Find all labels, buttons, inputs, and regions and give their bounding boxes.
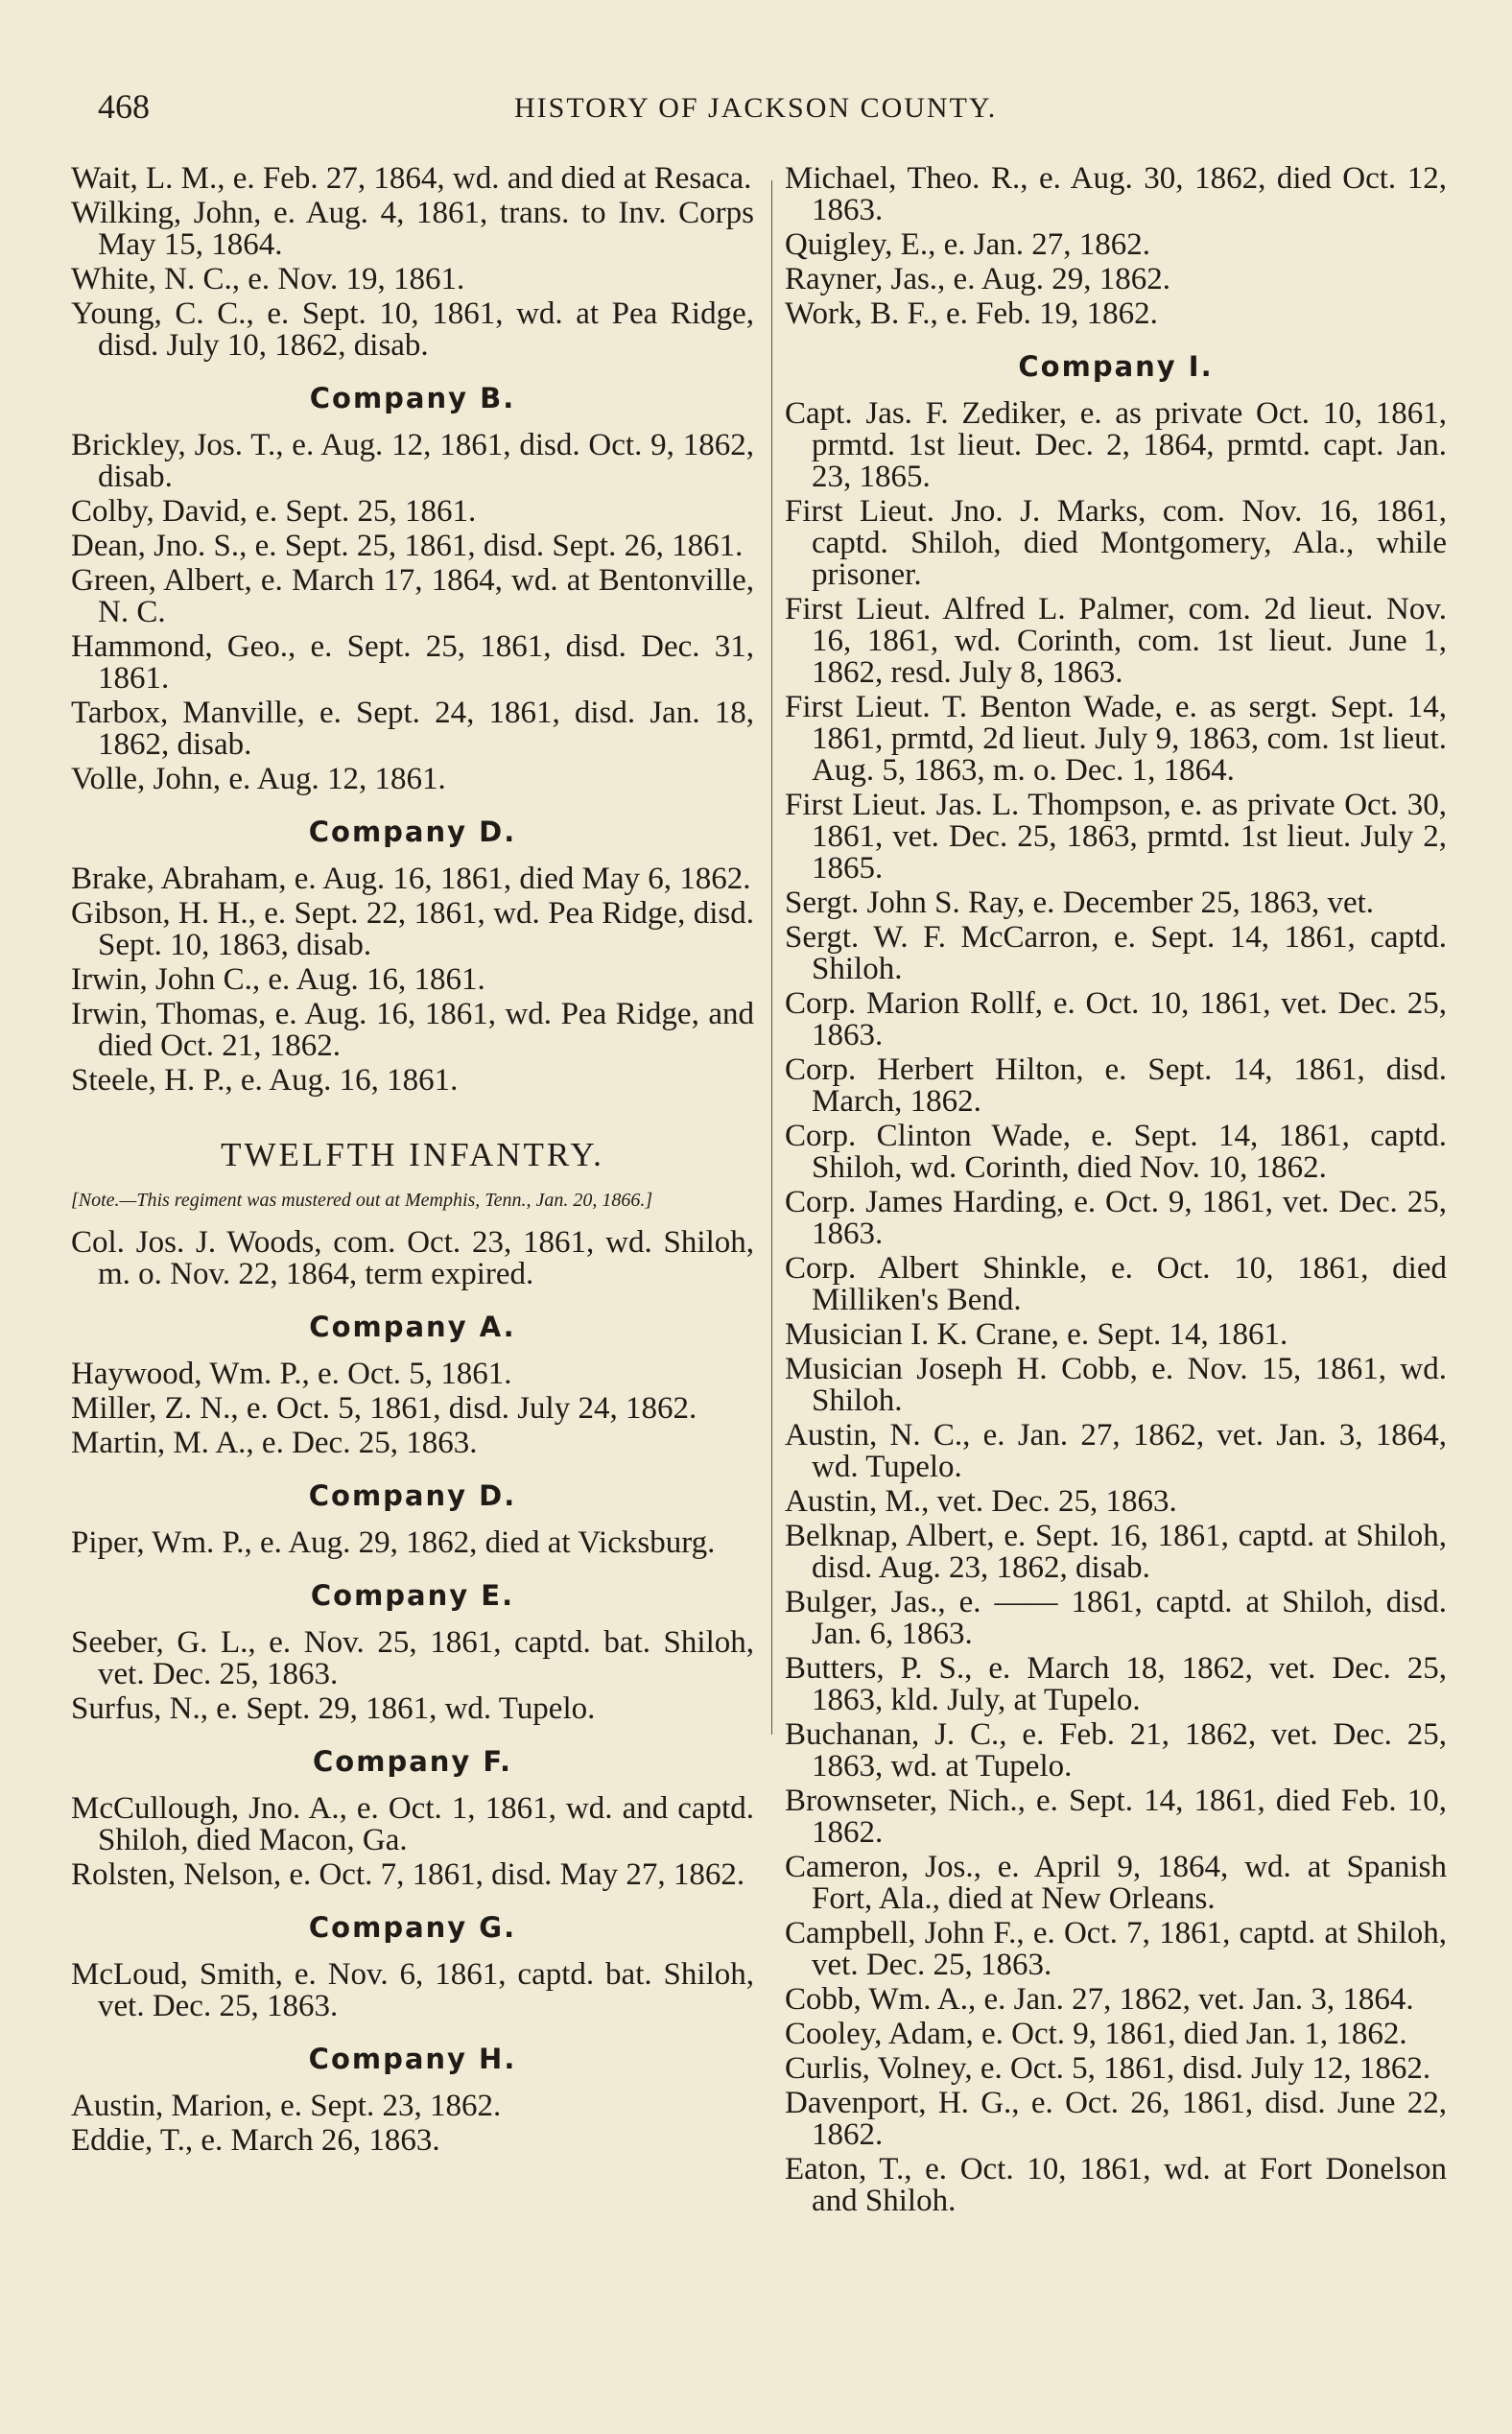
roster-entry: Michael, Theo. R., e. Aug. 30, 1862, died Oct. 12, 1863. [785, 161, 1447, 227]
roster-entry: Colby, David, e. Sept. 25, 1861. [71, 494, 477, 529]
company-heading: Company D. [308, 1479, 517, 1512]
regiment-heading: TWELFTH INFANTRY. [221, 1136, 604, 1173]
roster-entry: Brownseter, Nich., e. Sept. 14, 1861, died Feb. 10, 1862. [785, 1784, 1447, 1850]
roster-entry: Rolsten, Nelson, e. Oct. 7, 1861, disd. May 27, 1862. [71, 1857, 745, 1892]
roster-entry: Bulger, Jas., e. —— 1861, captd. at Shiloh, disd. Jan. 6, 1863. [785, 1585, 1447, 1651]
roster-entry: Austin, Marion, e. Sept. 23, 1862. [71, 2089, 502, 2123]
roster-entry: Musician I. K. Crane, e. Sept. 14, 1861. [785, 1317, 1288, 1352]
left-column [71, 163, 754, 2160]
roster-entry: Davenport, H. G., e. Oct. 26, 1861, disd. June 22, 1862. [785, 2086, 1447, 2152]
roster-entry: Capt. Jas. F. Zediker, e. as private Oct. 10, 1861, prmtd. 1st lieut. Dec. 2, 1864, prmtd. capt. Jan. 23, 1865. [785, 396, 1447, 494]
roster-entry: First Lieut. Jno. J. Marks, com. Nov. 16, 1861, captd. Shiloh, died Montgomery, Ala., while prisoner. [785, 494, 1447, 592]
roster-entry: Dean, Jno. S., e. Sept. 25, 1861, disd. Sept. 26, 1861. [71, 529, 744, 563]
roster-entry: First Lieut. Jas. L. Thompson, e. as private Oct. 30, 1861, vet. Dec. 25, 1863, prmtd. 1st lieut. July 2, 1865. [785, 788, 1447, 886]
roster-entry: First Lieut. T. Benton Wade, e. as sergt. Sept. 14, 1861, prmtd, 2d lieut. July 9, 1863, com. 1st lieut. Aug. 5, 1863, m. o. Dec. 1, 1864. [785, 690, 1447, 788]
roster-entry: Brake, Abraham, e. Aug. 16, 1861, died May 6, 1862. [71, 862, 751, 896]
roster-entry: Col. Jos. J. Woods, com. Oct. 23, 1861, wd. Shiloh, m. o. Nov. 22, 1864, term expired. [71, 1225, 754, 1291]
roster-entry: Cobb, Wm. A., e. Jan. 27, 1862, vet. Jan. 3, 1864. [785, 1982, 1414, 2017]
roster-entry: Miller, Z. N., e. Oct. 5, 1861, disd. July 24, 1862. [71, 1391, 697, 1426]
roster-entry: Cameron, Jos., e. April 9, 1864, wd. at Spanish Fort, Ala., died at New Orleans. [785, 1850, 1447, 1916]
roster-entry: Seeber, G. L., e. Nov. 25, 1861, captd. bat. Shiloh, vet. Dec. 25, 1863. [71, 1625, 754, 1691]
roster-entry: Corp. Herbert Hilton, e. Sept. 14, 1861, disd. March, 1862. [785, 1052, 1447, 1119]
right-column [785, 163, 1447, 2220]
roster-entry: Musician Joseph H. Cobb, e. Nov. 15, 1861, wd. Shiloh. [785, 1352, 1447, 1418]
roster-entry: Eddie, T., e. March 26, 1863. [71, 2123, 440, 2158]
roster-entry: Haywood, Wm. P., e. Oct. 5, 1861. [71, 1357, 512, 1391]
roster-entry: Quigley, E., e. Jan. 27, 1862. [785, 227, 1150, 262]
roster-entry: Tarbox, Manville, e. Sept. 24, 1861, disd. Jan. 18, 1862, disab. [71, 696, 754, 762]
company-heading: Company I. [1018, 350, 1214, 383]
roster-entry: McLoud, Smith, e. Nov. 6, 1861, captd. bat. Shiloh, vet. Dec. 25, 1863. [71, 1957, 754, 2023]
roster-entry: First Lieut. Alfred L. Palmer, com. 2d lieut. Nov. 16, 1861, wd. Corinth, com. 1st lieut. June 1, 1862, resd. July 8, 1863. [785, 592, 1447, 690]
company-heading: Company E. [310, 1579, 515, 1612]
company-heading: Company H. [308, 2043, 517, 2075]
roster-entry: Buchanan, J. C., e. Feb. 21, 1862, vet. Dec. 25, 1863, wd. at Tupelo. [785, 1717, 1447, 1784]
roster-entry: Austin, N. C., e. Jan. 27, 1862, vet. Jan. 3, 1864, wd. Tupelo. [785, 1418, 1447, 1484]
roster-entry: White, N. C., e. Nov. 19, 1861. [71, 262, 465, 296]
roster-entry: Corp. James Harding, e. Oct. 9, 1861, vet. Dec. 25, 1863. [785, 1185, 1447, 1251]
company-heading: Company G. [308, 1911, 517, 1944]
roster-entry: Corp. Marion Rollf, e. Oct. 10, 1861, vet. Dec. 25, 1863. [785, 986, 1447, 1052]
running-head: HISTORY OF JACKSON COUNTY. [514, 92, 998, 124]
roster-entry: Cooley, Adam, e. Oct. 9, 1861, died Jan. 1, 1862. [785, 2017, 1407, 2051]
roster-entry: Wait, L. M., e. Feb. 27, 1864, wd. and died at Resaca. [71, 161, 752, 196]
roster-entry: Irwin, Thomas, e. Aug. 16, 1861, wd. Pea Ridge, and died Oct. 21, 1862. [71, 997, 754, 1063]
roster-entry: Young, C. C., e. Sept. 10, 1861, wd. at Pea Ridge, disd. July 10, 1862, disab. [71, 296, 754, 363]
roster-entry: Surfus, N., e. Sept. 29, 1861, wd. Tupelo. [71, 1691, 596, 1726]
roster-entry: Gibson, H. H., e. Sept. 22, 1861, wd. Pea Ridge, disd. Sept. 10, 1863, disab. [71, 896, 754, 962]
regiment-note: [Note.—This regiment was mustered out at Memphis, Tenn., Jan. 20, 1866.] [71, 1190, 653, 1211]
page-number: 468 [98, 87, 150, 126]
roster-entry: Green, Albert, e. March 17, 1864, wd. at Bentonville, N. C. [71, 563, 754, 629]
roster-entry: Hammond, Geo., e. Sept. 25, 1861, disd. Dec. 31, 1861. [71, 629, 754, 696]
roster-entry: Corp. Albert Shinkle, e. Oct. 10, 1861, died Milliken's Bend. [785, 1251, 1447, 1317]
roster-entry: Campbell, John F., e. Oct. 7, 1861, captd. at Shiloh, vet. Dec. 25, 1863. [785, 1916, 1447, 1982]
company-heading: Company A. [309, 1311, 516, 1343]
company-heading: Company B. [309, 382, 516, 414]
roster-entry: Butters, P. S., e. March 18, 1862, vet. Dec. 25, 1863, kld. July, at Tupelo. [785, 1651, 1447, 1717]
column-divider [771, 180, 772, 1735]
roster-entry: Brickley, Jos. T., e. Aug. 12, 1861, disd. Oct. 9, 1862, disab. [71, 428, 754, 494]
roster-entry: Belknap, Albert, e. Sept. 16, 1861, captd. at Shiloh, disd. Aug. 23, 1862, disab. [785, 1519, 1447, 1585]
roster-entry: Wilking, John, e. Aug. 4, 1861, trans. to Inv. Corps May 15, 1864. [71, 196, 754, 262]
roster-entry: Steele, H. P., e. Aug. 16, 1861. [71, 1063, 459, 1098]
roster-entry: Corp. Clinton Wade, e. Sept. 14, 1861, captd. Shiloh, wd. Corinth, died Nov. 10, 1862. [785, 1119, 1447, 1185]
roster-entry: Volle, John, e. Aug. 12, 1861. [71, 762, 446, 796]
roster-entry: Piper, Wm. P., e. Aug. 29, 1862, died at Vicksburg. [71, 1525, 716, 1560]
roster-entry: Rayner, Jas., e. Aug. 29, 1862. [785, 262, 1170, 296]
roster-entry: Sergt. W. F. McCarron, e. Sept. 14, 1861, captd. Shiloh. [785, 920, 1447, 986]
roster-entry: Eaton, T., e. Oct. 10, 1861, wd. at Fort Donelson and Shiloh. [785, 2152, 1447, 2218]
roster-entry: Irwin, John C., e. Aug. 16, 1861. [71, 962, 485, 997]
roster-entry: McCullough, Jno. A., e. Oct. 1, 1861, wd. and captd. Shiloh, died Macon, Ga. [71, 1791, 754, 1857]
company-heading: Company F. [313, 1745, 512, 1778]
roster-entry: Austin, M., vet. Dec. 25, 1863. [785, 1484, 1177, 1519]
company-heading: Company D. [308, 815, 517, 848]
roster-entry: Martin, M. A., e. Dec. 25, 1863. [71, 1426, 478, 1460]
roster-entry: Sergt. John S. Ray, e. December 25, 1863, vet. [785, 886, 1375, 920]
roster-entry: Curlis, Volney, e. Oct. 5, 1861, disd. July 12, 1862. [785, 2051, 1431, 2086]
roster-entry: Work, B. F., e. Feb. 19, 1862. [785, 296, 1158, 331]
